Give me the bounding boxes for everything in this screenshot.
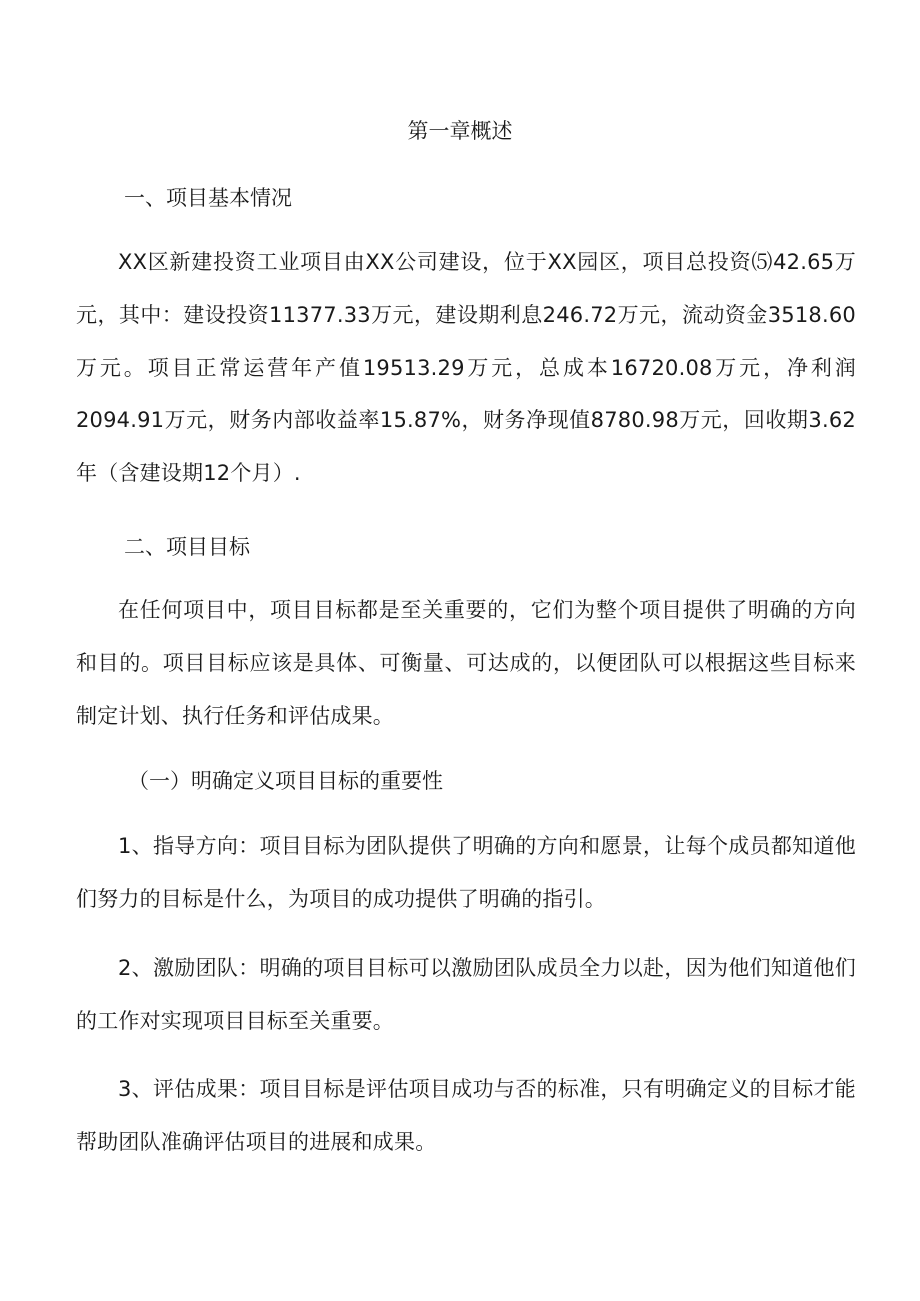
list-item-evaluate-results: 3、评估成果：项目目标是评估项目成功与否的标准，只有明确定义的目标才能帮助团队准确评估项目的进展和成果。 [76,1077,856,1154]
section-heading-basic-info: 一、项目基本情况 [124,186,292,210]
list-item-motivate-team: 2、激励团队：明确的项目目标可以激励团队成员全力以赴，因为他们知道他们的工作对实现项目目标至关重要。 [76,956,856,1033]
list-item-guide-direction: 1、指导方向：项目目标为团队提供了明确的方向和愿景，让每个成员都知道他们努力的目标是什么，为项目的成功提供了明确的指引。 [76,834,856,911]
section-heading-project-goals: 二、项目目标 [124,535,250,559]
chapter-title: 第一章概述 [407,119,513,143]
subsection-heading-goal-importance: （一）明确定义项目目标的重要性 [128,769,443,793]
project-overview-paragraph: XX区新建投资工业项目由XX公司建设，位于XX园区，项目总投资⑸42.65万元，其中：建设投资11377.33万元，建设期利息246.72万元，流动资金3518.60万元。项目正常运营年产值19513.29万元，总成本16720.08万元，净利润2094.91万元，财务内部收益率15.87%，财务净现值8780.98万元，回收期3.62年（含建设期12个月）. [76,250,856,486]
project-goals-paragraph: 在任何项目中，项目目标都是至关重要的，它们为整个项目提供了明确的方向和目的。项目目标应该是具体、可衡量、可达成的，以便团队可以根据这些目标来制定计划、执行任务和评估成果。 [76,598,856,728]
